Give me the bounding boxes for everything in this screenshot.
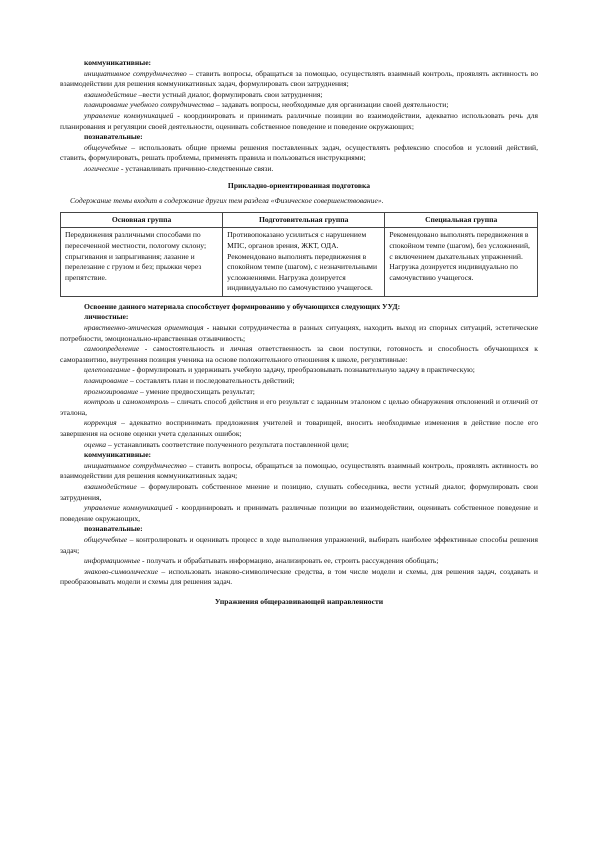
paragraph: управление коммуникацией - координировать и принимать различные позиции во взаимодействии, оценивать собственное поведение и поведение окружающих, — [60, 503, 538, 523]
paragraph: контроль и самоконтроль – сличать способ действия и его результат с заданным эталоном с целью обнаружения отклонений и отличий от эталона, — [60, 397, 538, 417]
heading-cognitive: познавательные: — [84, 524, 143, 534]
paragraph: общеучебные – контролировать и оценивать процесс в ходе выполнения упражнений, выбирать наиболее эффективные способы решения задач; — [60, 534, 538, 555]
paragraph: инициативное сотрудничество – ставить вопросы, обращаться за помощью, осуществлять взаимный контроль, проявлять активность во взаимодействии для решения коммуникативных задач; — [60, 460, 538, 481]
paragraph: планирование учебного сотрудничества – задавать вопросы, необходимые для организации своей деятельности; — [84, 100, 449, 110]
heading-cognitive: познавательные: — [84, 132, 143, 142]
table-cell-main: Передвижения различными способами по пересеченной местности, пологому склону; спрыгивания и запрыгивания; лазание и перелезание с грузом и без; прыжки через препятствие. — [61, 228, 223, 297]
paragraph: взаимодействие – формулировать собственное мнение и позицию, слушать собеседника, вести устный диалог, формулировать свои затруднения, — [60, 481, 538, 502]
paragraph: логические - устанавливать причинно-следственные связи. — [84, 163, 274, 173]
paragraph: взаимодействие –вести устный диалог, формулировать свои затруднения; — [84, 89, 323, 99]
paragraph: коррекция – адекватно воспринимать предложения учителей и товарищей, вносить необходимые изменения в действие после его завершения на основе оценки учета сделанных ошибок; — [60, 418, 538, 438]
paragraph: инициативное сотрудничество – ставить вопросы, обращаться за помощью, осуществлять взаимный контроль, проявлять активность во взаимодействии для решения коммуникативных задач, формулировать свои затруднения; — [60, 68, 538, 89]
paragraph: самоопределение - самостоятельность и личная ответственность за свои поступки, готовность и способность обучающихся к саморазвитию, внутренняя позиция ученика на основе положительного отношения к школе, регулятивные: — [60, 344, 538, 364]
paragraph: знаково-символические – использовать знаково-символические средства, в том числе модели и схемы, для решения задач, создавать и преобразовывать модели и схемы для решения задач. — [60, 566, 538, 587]
table-cell-special: Рекомендовано выполнять передвижения в спокойном темпе (шагом), без усложнений, с включением дыхательных упражнений. Нагрузка дозируется индивидуально по самочувствию учащегося. — [385, 228, 538, 297]
paragraph: нравственно-этическая ориентация - навыки сотрудничества в разных ситуациях, находить выход из спорных ситуаций, эстетические потребности, эмоционально-нравственная отзывчивость; — [60, 323, 538, 343]
paragraph: целеполагание - формулировать и удерживать учебную задачу, преобразовывать познавательную задачу в практическую; — [84, 365, 475, 375]
section-title: Прикладно-ориентированная подготовка — [227, 180, 371, 190]
footer-section-title: Упражнения общеразвивающей направленности — [214, 596, 384, 606]
table-header-prep: Подготовительная группа — [223, 212, 385, 228]
table-row — [61, 228, 538, 297]
table-header-special: Специальная группа — [385, 212, 538, 228]
paragraph: информационные - получать и обрабатывать информацию, анализировать ее, строить рассуждения обобщать; — [84, 556, 439, 566]
paragraph: оценка – устанавливать соответствие полученного результата поставленной цели; — [84, 439, 349, 449]
section-intro: Содержание темы входит в содержание других тем раздела «Физическое совершенствование». — [70, 196, 384, 206]
table-header-row — [61, 212, 538, 228]
table-header-main: Основная группа — [61, 212, 223, 228]
paragraph: управление коммуникацией - координировать и принимать различные позиции во взаимодействии, адекватно использовать речь для планирования и регуляции своей деятельности, оценивать собственное поведение и поведение окружающих; — [60, 110, 538, 131]
paragraph: прогнозирование – умение предвосхищать результат; — [84, 386, 255, 396]
uud-title: Освоение данного материала способствует формированию у обучающихся следующих УУД: — [84, 301, 401, 311]
paragraph: общеучебные – использовать общие приемы решения поставленных задач, осуществлять рефлексию способов и условий действий, ставить, формулировать, решать проблемы, применять правила и пользоваться инструкциями; — [60, 142, 538, 163]
heading-communicative: коммуникативные: — [84, 450, 152, 460]
paragraph: планирование – составлять план и последовательность действий; — [84, 376, 295, 386]
groups-table — [60, 212, 538, 297]
heading-personal: личностные: — [84, 312, 129, 322]
table-cell-prep: Противопоказано усилиться с нарушением МПС, органов зрения, ЖКТ, ОДА. Рекомендовано выполнять передвижения в спокойном темпе (шагом), с незначительными усложнениями. Нагрузка дозируется индивидуально по самочувствию учащегося. — [223, 228, 385, 297]
heading-communicative: коммуникативные: — [84, 58, 152, 67]
document-page — [60, 58, 538, 608]
